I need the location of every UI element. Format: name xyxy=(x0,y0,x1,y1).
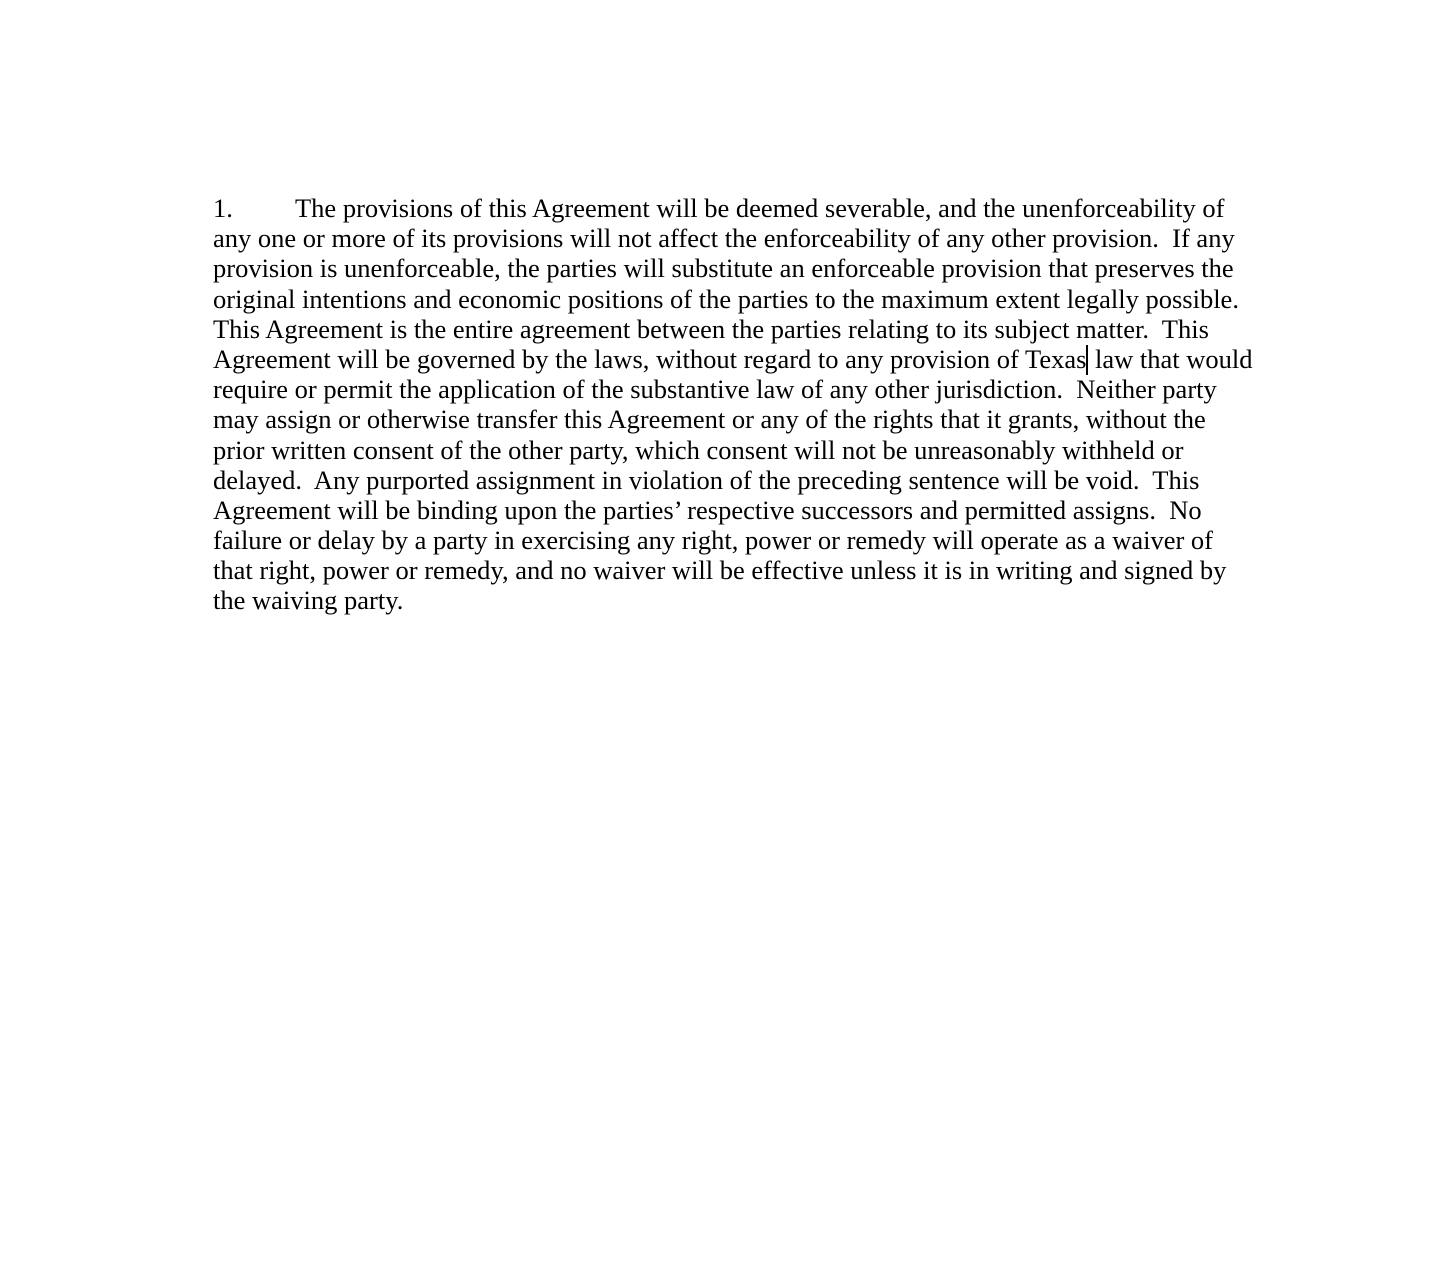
line-text: the waiving party. xyxy=(213,585,404,616)
line-text-after-caret: law that would xyxy=(1088,343,1253,374)
text-line xyxy=(213,404,1273,434)
line-text: provision is unenforceable, the parties will substitute an enforceable provision that preserves the xyxy=(213,253,1234,284)
text-line xyxy=(213,465,1273,495)
text-line xyxy=(213,435,1273,465)
text-line xyxy=(213,314,1273,344)
line-text: delayed. Any purported assignment in violation of the preceding sentence will be void. This xyxy=(213,464,1200,495)
line-text: that right, power or remedy, and no waiver will be effective unless it is in writing and signed by xyxy=(213,555,1227,586)
line-text: may assign or otherwise transfer this Agreement or any of the rights that it grants, without the xyxy=(213,404,1206,435)
paragraph xyxy=(213,193,1273,616)
text-line xyxy=(213,223,1273,253)
paragraph-first-line xyxy=(213,193,1273,223)
caret-line xyxy=(213,344,1273,374)
paragraph-number: 1. xyxy=(213,193,233,223)
line-text: require or permit the application of the substantive law of any other jurisdiction. Neither party xyxy=(213,374,1217,405)
text-line xyxy=(213,284,1273,314)
line-text: The provisions of this Agreement will be deemed severable, and the unenforceability of xyxy=(295,193,1225,223)
line-text: failure or delay by a party in exercising any right, power or remedy will operate as a waiver of xyxy=(213,525,1213,556)
line-text-before-caret: Agreement will be governed by the laws, without regard to any provision of Texas xyxy=(213,343,1087,374)
line-text: prior written consent of the other party, which consent will not be unreasonably withheld or xyxy=(213,434,1184,465)
text-line xyxy=(213,585,1273,615)
line-text: Agreement will be binding upon the parties’ respective successors and permitted assigns. No xyxy=(213,494,1202,525)
line-text: any one or more of its provisions will not affect the enforceability of any other provision. If any xyxy=(213,223,1235,254)
text-line xyxy=(213,374,1273,404)
line-text: This Agreement is the entire agreement between the parties relating to its subject matter. This xyxy=(213,313,1209,344)
text-line xyxy=(213,495,1273,525)
paragraph-number-cell xyxy=(213,193,295,223)
text-line xyxy=(213,555,1273,585)
line-text: original intentions and economic positions of the parties to the maximum extent legally possible. xyxy=(213,283,1239,314)
document-text-area[interactable] xyxy=(213,193,1273,616)
text-line xyxy=(213,253,1273,283)
text-line xyxy=(213,525,1273,555)
